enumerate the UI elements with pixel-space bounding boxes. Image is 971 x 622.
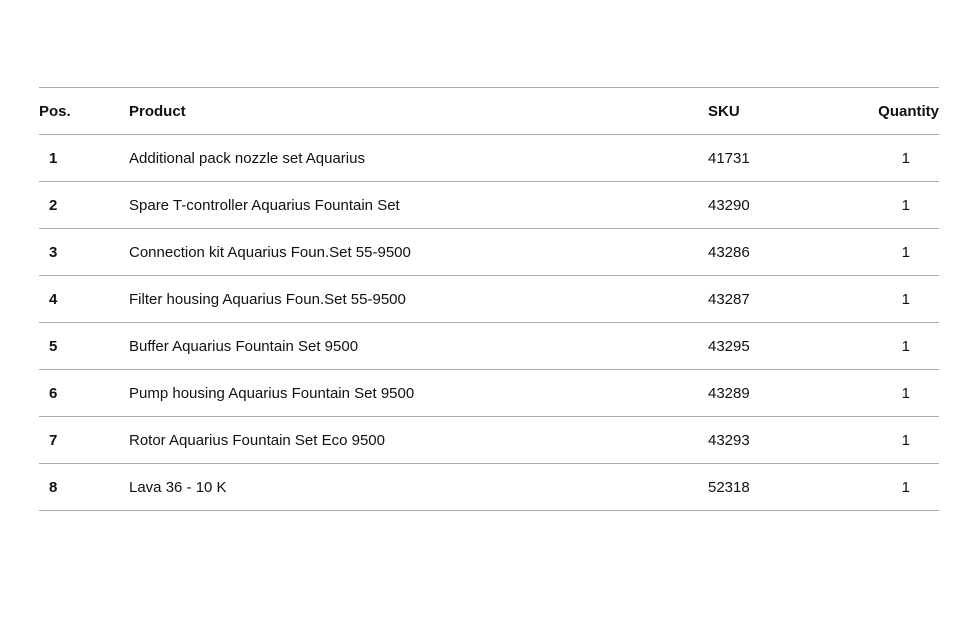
cell-sku: 41731	[708, 149, 750, 167]
cell-quantity: 1	[901, 478, 910, 496]
header-pos: Pos.	[39, 102, 71, 120]
cell-product: Rotor Aquarius Fountain Set Eco 9500	[129, 431, 385, 449]
cell-sku: 43289	[708, 384, 750, 402]
spare-parts-table-container	[39, 87, 939, 511]
cell-product: Buffer Aquarius Fountain Set 9500	[129, 337, 359, 355]
cell-pos: 4	[49, 290, 58, 308]
cell-product: Lava 36 - 10 K	[129, 478, 227, 496]
cell-product: Pump housing Aquarius Fountain Set 9500	[129, 384, 415, 402]
cell-quantity: 1	[901, 243, 910, 261]
header-quantity: Quantity	[878, 102, 939, 120]
cell-product: Filter housing Aquarius Foun.Set 55-9500	[129, 290, 406, 308]
table-row	[39, 276, 939, 323]
cell-sku: 43286	[708, 243, 750, 261]
table-row	[39, 417, 939, 464]
cell-product: Additional pack nozzle set Aquarius	[129, 149, 365, 167]
cell-quantity: 1	[901, 337, 910, 355]
cell-sku: 43295	[708, 337, 750, 355]
cell-sku: 43287	[708, 290, 750, 308]
cell-quantity: 1	[901, 149, 910, 167]
table-row	[39, 135, 939, 182]
table-row	[39, 370, 939, 417]
header-sku: SKU	[708, 102, 740, 120]
header-product: Product	[129, 102, 186, 120]
cell-sku: 52318	[708, 478, 750, 496]
spare-parts-table	[39, 87, 939, 511]
cell-sku: 43293	[708, 431, 750, 449]
cell-pos: 8	[49, 478, 58, 496]
cell-pos: 2	[49, 196, 58, 214]
cell-pos: 5	[49, 337, 58, 355]
cell-pos: 7	[49, 431, 58, 449]
cell-pos: 3	[49, 243, 58, 261]
cell-quantity: 1	[901, 431, 910, 449]
cell-product: Connection kit Aquarius Foun.Set 55-9500	[129, 243, 411, 261]
table-row	[39, 464, 939, 511]
table-header-row	[39, 88, 939, 135]
table-row	[39, 323, 939, 370]
cell-pos: 1	[49, 149, 58, 167]
cell-quantity: 1	[901, 196, 910, 214]
cell-sku: 43290	[708, 196, 750, 214]
table-row	[39, 182, 939, 229]
cell-quantity: 1	[901, 384, 910, 402]
cell-quantity: 1	[901, 290, 910, 308]
cell-product: Spare T-controller Aquarius Fountain Set	[129, 196, 400, 214]
cell-pos: 6	[49, 384, 58, 402]
table-row	[39, 229, 939, 276]
